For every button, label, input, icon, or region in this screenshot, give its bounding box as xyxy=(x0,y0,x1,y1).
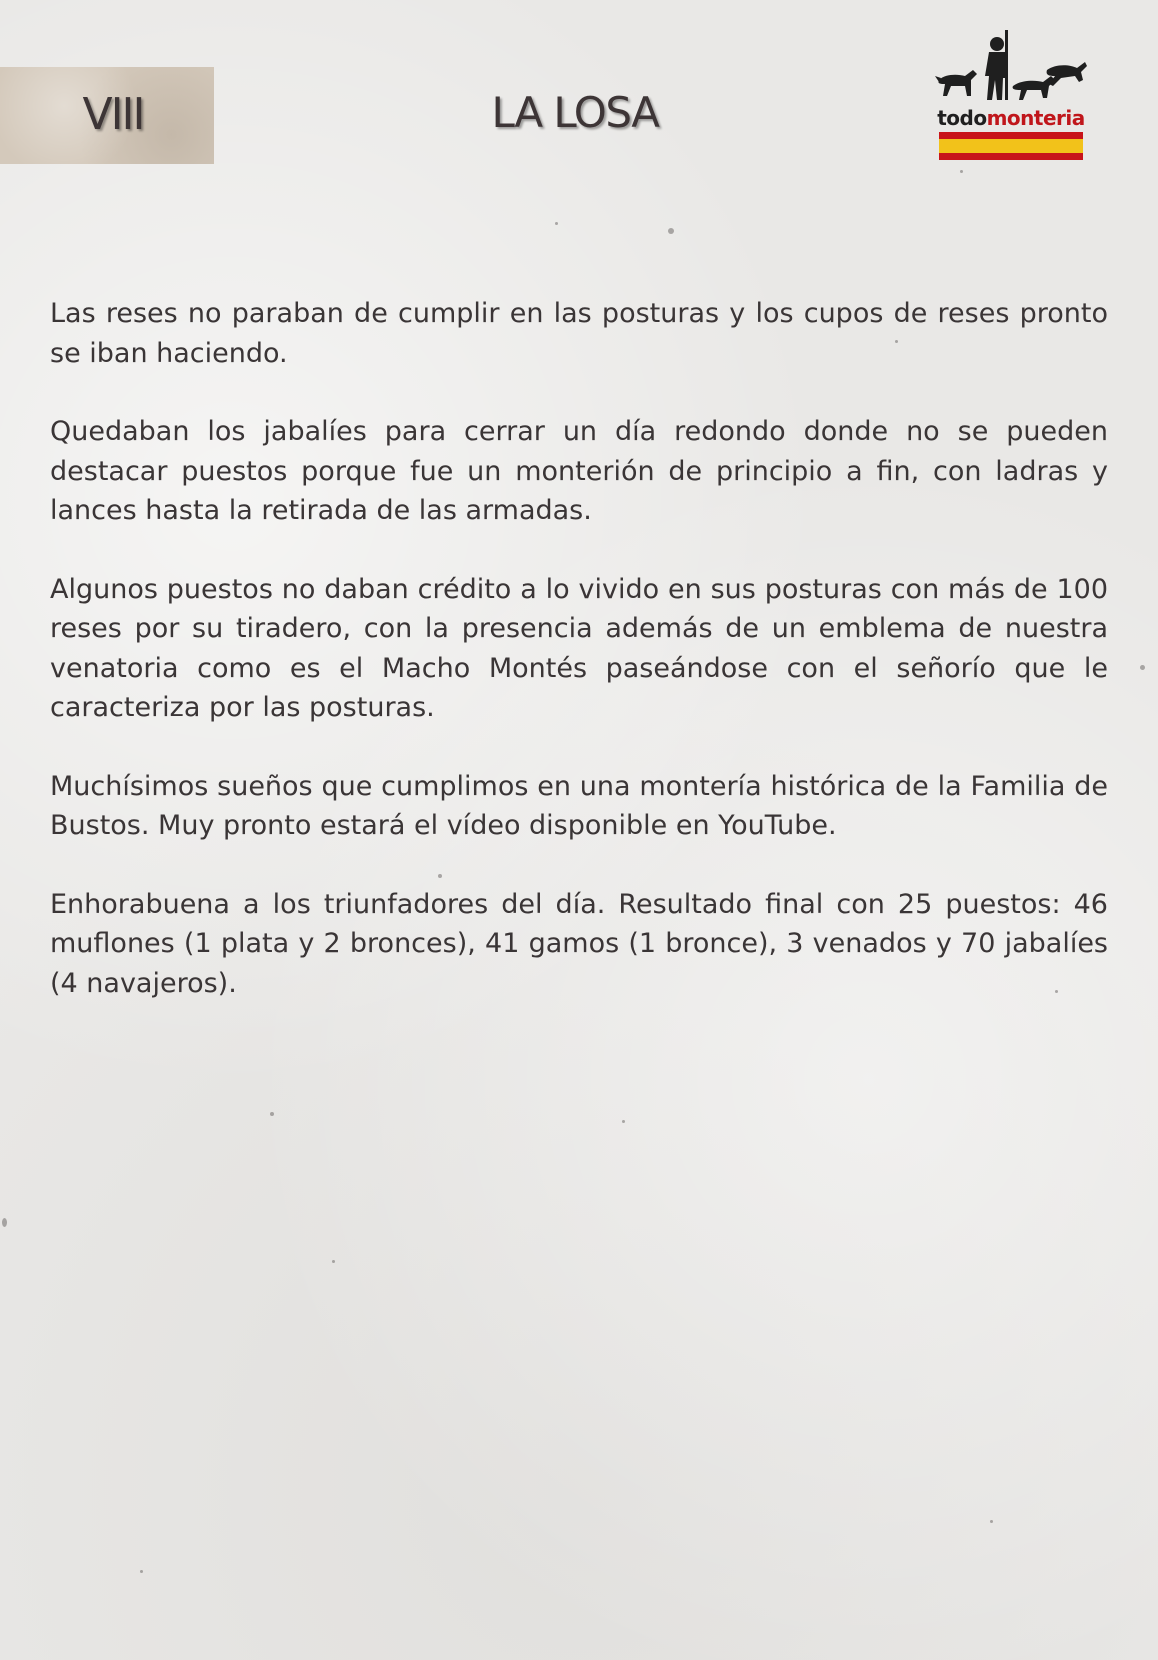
paper-speck xyxy=(2,1218,7,1227)
paper-speck xyxy=(555,222,558,225)
paper-speck xyxy=(270,1112,274,1116)
todomonteria-logo xyxy=(935,30,1087,162)
paper-speck xyxy=(960,170,963,173)
page-title: LA LOSA xyxy=(491,88,659,137)
paragraph-5: Enhorabuena a los triunfadores del día. Resultado final con 25 puestos: 46 muflones (1 plata y 2 bronces), 41 gamos (1 bronce), 3 venados y 70 jabalíes (4 navajeros). xyxy=(50,888,1108,999)
logo-word-todo: todo xyxy=(937,106,987,130)
paper-speck xyxy=(332,1260,335,1263)
spain-flag-icon xyxy=(939,132,1083,160)
paper-speck xyxy=(1140,665,1145,670)
paragraph-2: Quedaban los jabalíes para cerrar un día redondo donde no se pueden destacar puestos porque fue un monterión de principio a fin, con ladras y lances hasta la retirada de las armadas. xyxy=(50,416,1108,526)
chapter-badge xyxy=(0,67,214,164)
paragraph-1: Las reses no paraban de cumplir en las posturas y los cupos de reses pronto se iban haciendo. xyxy=(50,298,1108,369)
article-body xyxy=(50,294,1108,1042)
logo-wordmark xyxy=(935,106,1087,130)
paper-speck xyxy=(622,1120,625,1123)
paper-speck xyxy=(990,1520,993,1523)
chapter-number: VIII xyxy=(82,89,144,140)
logo-word-monteria: monteria xyxy=(986,106,1085,130)
paper-speck xyxy=(140,1570,143,1573)
paper-speck xyxy=(668,228,674,234)
paragraph-4: Muchísimos sueños que cumplimos en una montería histórica de la Familia de Bustos. Muy pronto estará el vídeo disponible en YouTube. xyxy=(50,770,1108,841)
paragraph-3: Algunos puestos no daban crédito a lo vivido en sus posturas con más de 100 reses por su tiradero, con la presencia además de un emblema de nuestra venatoria como es el Macho Montés paseándose con el señorío que le caracteriza por las posturas. xyxy=(50,573,1108,723)
hunter-and-dogs-icon xyxy=(935,30,1087,108)
